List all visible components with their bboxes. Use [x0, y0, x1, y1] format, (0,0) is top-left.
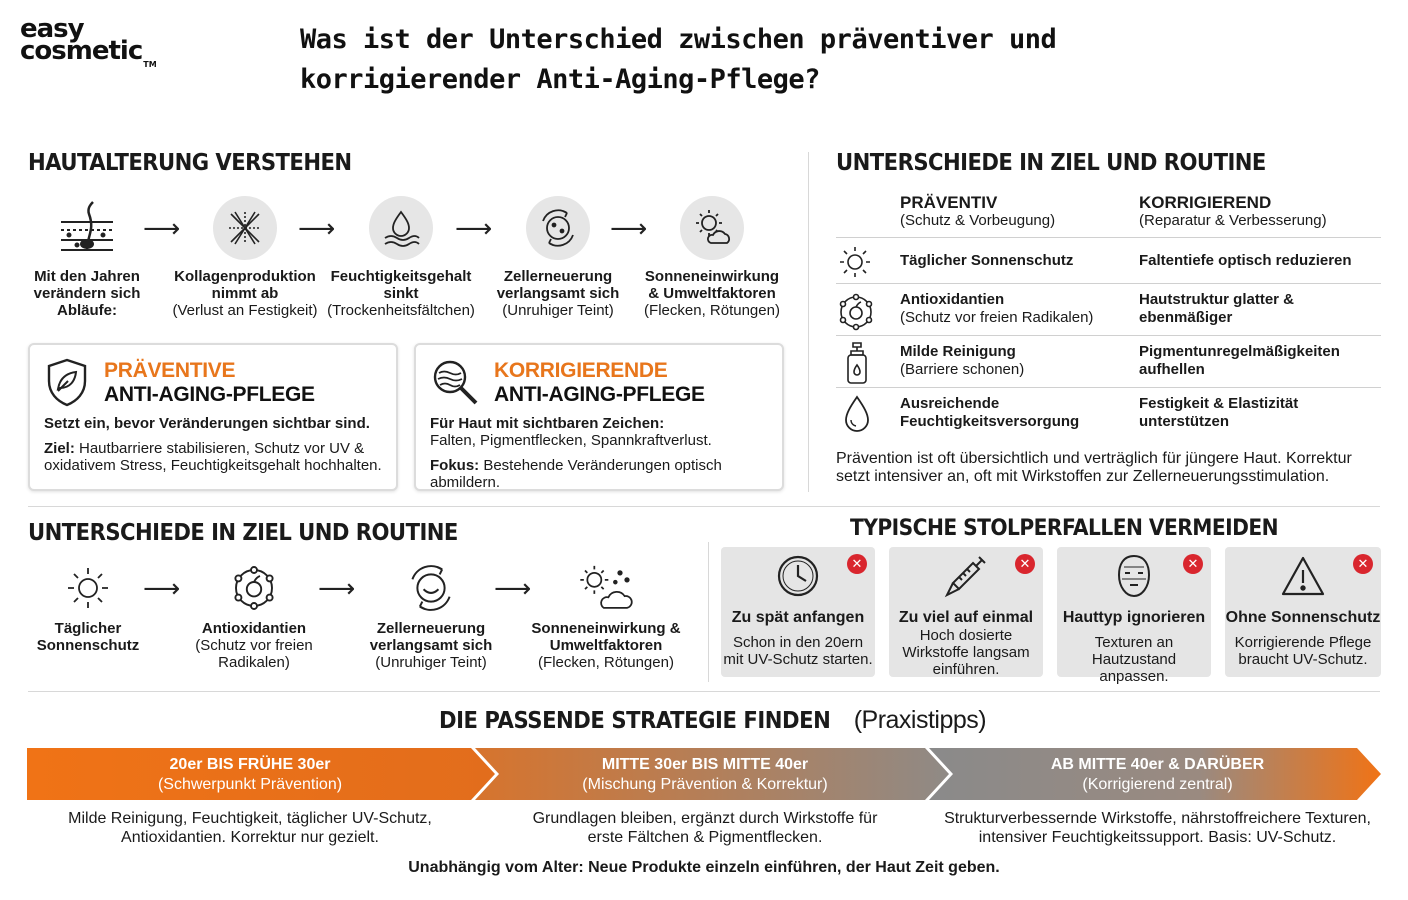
logo-line-2: cosmetic: [20, 36, 143, 66]
flow-arrow: ⟶: [610, 213, 648, 243]
row-1-corrective: Faltentiefe optisch reduzieren: [1139, 252, 1352, 269]
antioxidant-icon: [222, 560, 286, 616]
strategy-stage-2: [480, 749, 930, 801]
cell-renewal-icon: [399, 560, 463, 616]
sun-icon: [838, 245, 872, 284]
table-col-preventive-sub: (Schutz & Vorbeugung): [900, 212, 1056, 229]
section-heading-strategy: [0, 706, 1408, 735]
close-icon: ✕: [1183, 554, 1203, 574]
aging-step-3-line-1: Feuchtigkeitsgehalt: [330, 268, 472, 285]
table-col-corrective: [1139, 194, 1327, 230]
section-heading-pitfalls: TYPISCHE STOLPERFALLEN VERMEIDEN: [850, 516, 1279, 541]
row-2-preventive-sub: (Schutz vor freien Radikalen): [900, 309, 1094, 326]
horizontal-divider: [28, 691, 1380, 692]
strategy-stage-1-text-2: Antioxidantien. Korrektur nur gezielt.: [121, 829, 379, 846]
strategy-stage-1-text-1: Milde Reinigung, Feuchtigkeit, täglicher UV-Schutz,: [68, 810, 432, 827]
vertical-divider: [808, 152, 809, 492]
drop-icon: [842, 394, 872, 439]
pitfall-1-line-1: Schon in den 20ern: [732, 634, 864, 651]
aging-step-5: [638, 196, 786, 319]
table-col-corrective-title: KORRIGIEREND: [1139, 193, 1272, 212]
pitfall-4-line-2: braucht UV-Schutz.: [1238, 651, 1368, 668]
pitfall-card: [889, 547, 1043, 677]
cell-renewal-icon: [526, 196, 590, 260]
row-2-corrective: [1139, 291, 1294, 327]
page-title-line-1: Was ist der Unterschied zwischen präventiver und: [300, 24, 1057, 55]
strategy-stage-1-text: [27, 809, 473, 847]
flow-arrow: ⟶: [494, 573, 532, 603]
strategy-stage-2-text-1: Grundlagen bleiben, ergänzt durch Wirkstoffe für: [532, 810, 878, 827]
preventive-goal-label: Ziel:: [44, 440, 75, 457]
strategy-heading-normal: (Praxistipps): [847, 706, 987, 734]
pitfall-3-line-1: Texturen an: [1094, 634, 1174, 651]
flow-arrow: ⟶: [455, 213, 493, 243]
row-4-corrective: [1139, 395, 1298, 431]
corrective-card-focus: [430, 457, 780, 491]
preventive-card-lead: Setzt ein, bevor Veränderungen sichtbar sind.: [44, 415, 370, 432]
aging-step-4-line-1: Zellerneuerung: [503, 268, 613, 285]
routine-step-4: [528, 560, 684, 671]
strategy-stage-3-text-1: Strukturverbessernde Wirkstoffe, nährstoffreichere Texturen,: [944, 810, 1371, 827]
section-heading-differences: UNTERSCHIEDE IN ZIEL UND ROUTINE: [836, 150, 1266, 176]
routine-step-4-line-1: Sonneneinwirkung &: [531, 620, 681, 637]
routine-step-1-line-1: Täglicher: [54, 620, 122, 637]
brand-logo[interactable]: [20, 14, 180, 69]
aging-step-5-line-2: & Umweltfaktoren: [648, 285, 776, 302]
pitfall-1-line-2: mit UV-Schutz starten.: [723, 651, 873, 668]
pitfall-2-title: Zu viel auf einmal: [898, 609, 1034, 626]
preventive-goal-text-1: Hautbarriere stabilisieren, Schutz vor UV &: [74, 440, 365, 457]
aging-step-3-line-3: (Trockenheitsfältchen): [327, 302, 475, 319]
row-2-preventive-title: Antioxidantien: [900, 291, 1005, 308]
aging-step-1-line-2: verändern sich: [33, 285, 141, 302]
routine-step-3-line-1: Zellerneuerung: [376, 620, 486, 637]
routine-step-2-line-3: Radikalen): [218, 654, 290, 671]
pitfall-4-line-1: Korrigierende Pflege: [1234, 634, 1372, 651]
table-row: [836, 237, 1381, 283]
table-col-corrective-sub: (Reparatur & Verbesserung): [1139, 212, 1327, 229]
flow-arrow: ⟶: [143, 573, 181, 603]
antioxidant-icon: [836, 292, 876, 337]
aging-step-3: [326, 196, 476, 319]
aging-step-1-line-1: Mit den Jahren: [34, 268, 140, 285]
pitfall-2-line-1: Hoch dosierte: [919, 627, 1013, 644]
section-heading-aging: HAUTALTERUNG VERSTEHEN: [28, 150, 352, 176]
strategy-stage-3: [935, 749, 1380, 801]
row-2-corrective-line-1: Hautstruktur glatter &: [1139, 291, 1295, 308]
table-col-preventive-title: PRÄVENTIV: [900, 193, 998, 212]
pitfall-1-title: Zu spät anfangen: [731, 609, 865, 626]
pitfalls-divider: [708, 542, 709, 682]
differences-note-line-2: setzt intensiver an, oft mit Wirkstoffen zur Zellerneuerungsstimulation.: [836, 468, 1330, 485]
routine-step-1-line-2: Sonnenschutz: [36, 637, 140, 654]
routine-step-4-line-3: (Flecken, Rötungen): [538, 654, 674, 671]
flow-arrow: ⟶: [143, 213, 181, 243]
aging-step-2-line-3: (Verlust an Festigkeit): [172, 302, 318, 319]
routine-step-3-line-2: verlangsamt sich: [369, 637, 493, 654]
pitfall-card: [721, 547, 875, 677]
row-3-preventive-sub: (Barriere schonen): [900, 361, 1025, 378]
pitfall-3-line-2: Hautzustand anpassen.: [1091, 651, 1177, 685]
aging-step-4-line-3: (Unruhiger Teint): [502, 302, 614, 319]
water-drop-waves-icon: [369, 196, 433, 260]
row-4-corrective-line-2: unterstützen: [1139, 413, 1229, 430]
preventive-card-goal: [44, 440, 394, 474]
strategy-stage-1: [27, 749, 473, 801]
flow-arrow: ⟶: [298, 213, 336, 243]
close-icon: ✕: [847, 554, 867, 574]
row-3-corrective-line-1: Pigmentunregelmäßigkeiten: [1139, 343, 1340, 360]
routine-step-3: [360, 560, 502, 671]
row-4-preventive-line-2: Feuchtigkeitsversorgung: [900, 413, 1080, 430]
preventive-goal-text-2: oxidativem Stress, Feuchtigkeitsgehalt hochhalten.: [44, 457, 382, 474]
corrective-card-title-1: KORRIGIERENDE: [494, 359, 668, 382]
differences-note: [836, 450, 1381, 486]
strategy-stage-3-sub: (Korrigierend zentral): [1082, 776, 1233, 793]
logo-trademark: TM: [143, 60, 157, 69]
skin-layer-icon: [55, 196, 119, 260]
aging-step-5-line-3: (Flecken, Rötungen): [644, 302, 780, 319]
strategy-stage-1-title: 20er BIS FRÜHE 30er: [169, 756, 331, 773]
sun-cloud-icon: [574, 560, 638, 616]
aging-step-1-line-3: Abläufe:: [57, 302, 117, 319]
row-3-preventive: [900, 343, 1024, 379]
aging-step-2-line-1: Kollagenproduktion: [174, 268, 316, 285]
routine-step-2-line-2: (Schutz vor freien: [195, 637, 313, 654]
table-row: [836, 335, 1381, 387]
cleanser-bottle-icon: [844, 341, 870, 390]
strategy-stage-3-title: AB MITTE 40er & DARÜBER: [1050, 756, 1265, 773]
pitfall-4-title: Ohne Sonnenschutz: [1225, 609, 1381, 626]
table-col-preventive: [900, 194, 1055, 230]
row-1-preventive: Täglicher Sonnenschutz: [900, 252, 1074, 269]
row-4-preventive-line-1: Ausreichende: [900, 395, 1000, 412]
collagen-fiber-icon: [213, 196, 277, 260]
strategy-stage-2-text: [480, 809, 930, 847]
row-3-corrective: [1139, 343, 1340, 379]
row-2-preventive: [900, 291, 1093, 327]
corrective-card-lead: Für Haut mit sichtbaren Zeichen:: [430, 415, 665, 432]
horizontal-divider: [28, 506, 1380, 507]
preventive-card-title-2: ANTI-AGING-PFLEGE: [104, 383, 315, 406]
row-3-corrective-line-2: aufhellen: [1139, 361, 1205, 378]
strategy-heading-bold: DIE PASSENDE STRATEGIE FINDEN: [438, 708, 831, 734]
close-icon: ✕: [1015, 554, 1035, 574]
strategy-stage-3-text-2: intensiver Feuchtigkeitssupport. Basis: UV-Schutz.: [978, 829, 1337, 846]
aging-step-3-line-2: sinkt: [383, 285, 419, 302]
aging-step-2-line-2: nimmt ab: [211, 285, 279, 302]
aging-step-5-line-1: Sonneneinwirkung: [644, 268, 780, 285]
pitfall-card: [1225, 547, 1381, 677]
strategy-stage-2-title: MITTE 30er BIS MITTE 40er: [601, 756, 809, 773]
corrective-focus-text: Bestehende Veränderungen optisch abmildern.: [430, 457, 722, 491]
close-icon: ✕: [1353, 554, 1373, 574]
corrective-focus-label: Fokus:: [430, 457, 480, 474]
aging-step-4-line-2: verlangsamt sich: [496, 285, 620, 302]
strategy-stage-3-text: [930, 809, 1385, 847]
magnifier-skin-icon: [430, 357, 480, 412]
preventive-card: [28, 343, 398, 491]
sun-icon: [56, 560, 120, 616]
table-row: [836, 387, 1381, 439]
pitfall-3-title: Hauttyp ignorieren: [1062, 609, 1206, 626]
routine-step-3-line-3: (Unruhiger Teint): [375, 654, 487, 671]
row-4-preventive: [900, 395, 1079, 431]
sun-cloud-icon: [680, 196, 744, 260]
corrective-card: [414, 343, 784, 491]
table-row: [836, 283, 1381, 335]
strategy-stage-2-text-2: erste Fältchen & Pigmentflecken.: [587, 829, 823, 846]
aging-step-4: [486, 196, 630, 319]
section-heading-routine: UNTERSCHIEDE IN ZIEL UND ROUTINE: [28, 520, 458, 546]
routine-step-1: [32, 560, 144, 654]
pitfall-2-line-2: Wirkstoffe langsam: [902, 644, 1030, 661]
shield-leaf-icon: [44, 357, 90, 412]
routine-step-4-line-2: Umweltfaktoren: [549, 637, 663, 654]
strategy-stage-1-sub: (Schwerpunkt Prävention): [157, 776, 343, 793]
flow-arrow: ⟶: [318, 573, 356, 603]
aging-step-1: [30, 196, 144, 319]
row-2-corrective-line-2: ebenmäßiger: [1139, 309, 1233, 326]
strategy-footer: Unabhängig vom Alter: Neue Produkte einzeln einführen, der Haut Zeit geben.: [408, 859, 1000, 876]
logo-line-1: easy: [20, 14, 84, 44]
pitfall-2-line-3: einführen.: [932, 661, 1000, 678]
routine-step-2-line-1: Antioxidantien: [201, 620, 307, 637]
differences-note-line-1: Prävention ist oft übersichtlich und verträglich für jüngere Haut. Korrektur: [836, 450, 1352, 467]
routine-step-2: [184, 560, 324, 671]
pitfall-card: [1057, 547, 1211, 685]
row-3-preventive-title: Milde Reinigung: [900, 343, 1016, 360]
page-title: [300, 20, 1100, 100]
preventive-card-title-1: PRÄVENTIVE: [104, 359, 236, 382]
corrective-card-title-2: ANTI-AGING-PFLEGE: [494, 383, 705, 406]
page-title-line-2: korrigierender Anti-Aging-Pflege?: [300, 64, 820, 95]
corrective-card-lead-2: Falten, Pigmentflecken, Spannkraftverlust.: [430, 432, 712, 449]
strategy-stage-2-sub: (Mischung Prävention & Korrektur): [582, 776, 828, 793]
row-4-corrective-line-1: Festigkeit & Elastizität: [1139, 395, 1299, 412]
